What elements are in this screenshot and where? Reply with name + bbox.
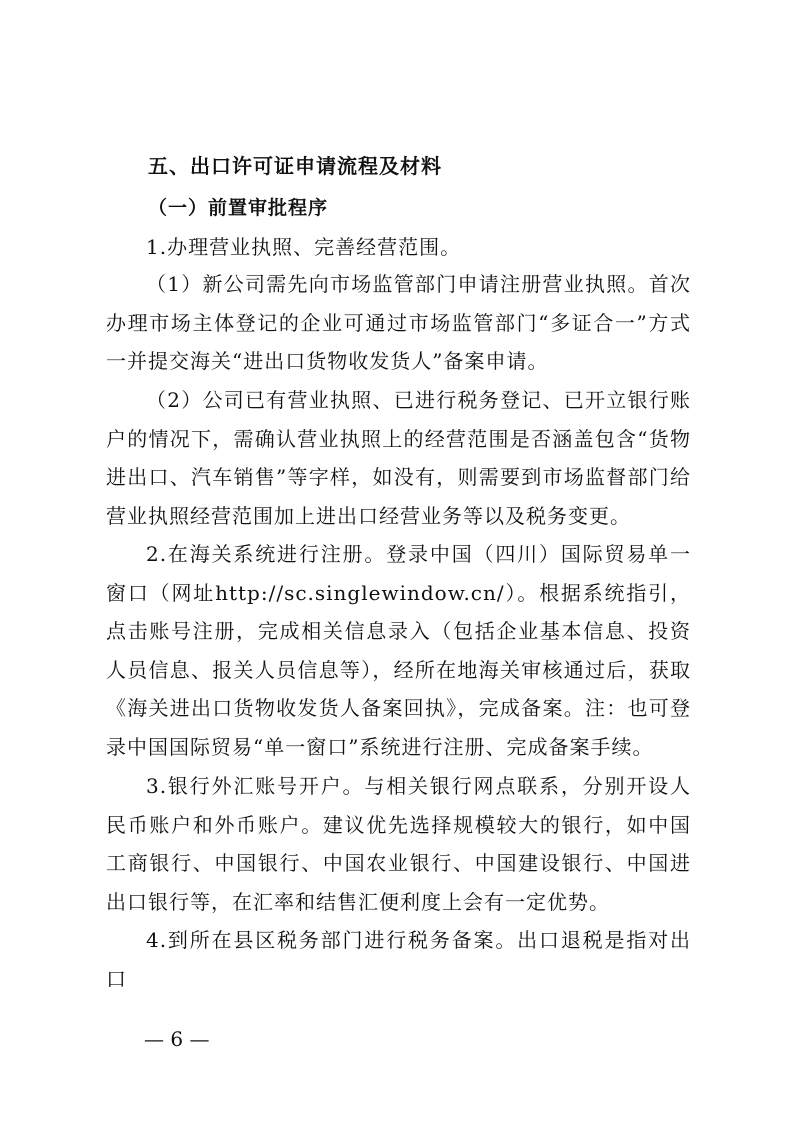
section-heading: 五、出口许可证申请流程及材料 bbox=[148, 154, 442, 178]
paragraph-item-3: 3.银行外汇账号开户。与相关银行网点联系，分别开设人民币账户和外币账户。建议优先选择规模较大的银行，如中国工商银行、中国银行、中国农业银行、中国建设银行、中国进出口银行等，在汇率和结售汇便利度上会有一定优势。 bbox=[106, 774, 691, 914]
subsection-heading: （一）前置审批程序 bbox=[148, 197, 329, 219]
paragraph-item-1-2: （2）公司已有营业执照、已进行税务登记、已开立银行账户的情况下，需确认营业执照上的经营范围是否涵盖包含“货物进出口、汽车销售”等字样，如没有，则需要到市场监督部门给营业执照经营范围加上进出口经营业务等以及税务变更。 bbox=[106, 388, 691, 528]
paragraph-item-1: 1.办理营业执照、完善经营范围。 bbox=[146, 235, 462, 259]
page-number: — 6 — bbox=[144, 1027, 210, 1051]
paragraph-item-2: 2.在海关系统进行注册。登录中国（四川）国际贸易单一窗口（网址http://sc.singlewindow.cn/）。根据系统指引，点击账号注册，完成相关信息录入（包括企业基本信息、投资人员信息、报关人员信息等），经所在地海关审核通过后，获取《海关进出口货物收发货人备案回执》，完成备案。注：也可登录中国国际贸易“单一窗口”系统进行注册、完成备案手续。 bbox=[106, 542, 691, 759]
paragraph-item-1-1: （1）新公司需先向市场监管部门申请注册营业执照。首次办理市场主体登记的企业可通过市场监管部门“多证合一”方式一并提交海关“进出口货物收发货人”备案申请。 bbox=[106, 272, 691, 374]
paragraph-item-4: 4.到所在县区税务部门进行税务备案。出口退税是指对出口 bbox=[106, 928, 691, 991]
